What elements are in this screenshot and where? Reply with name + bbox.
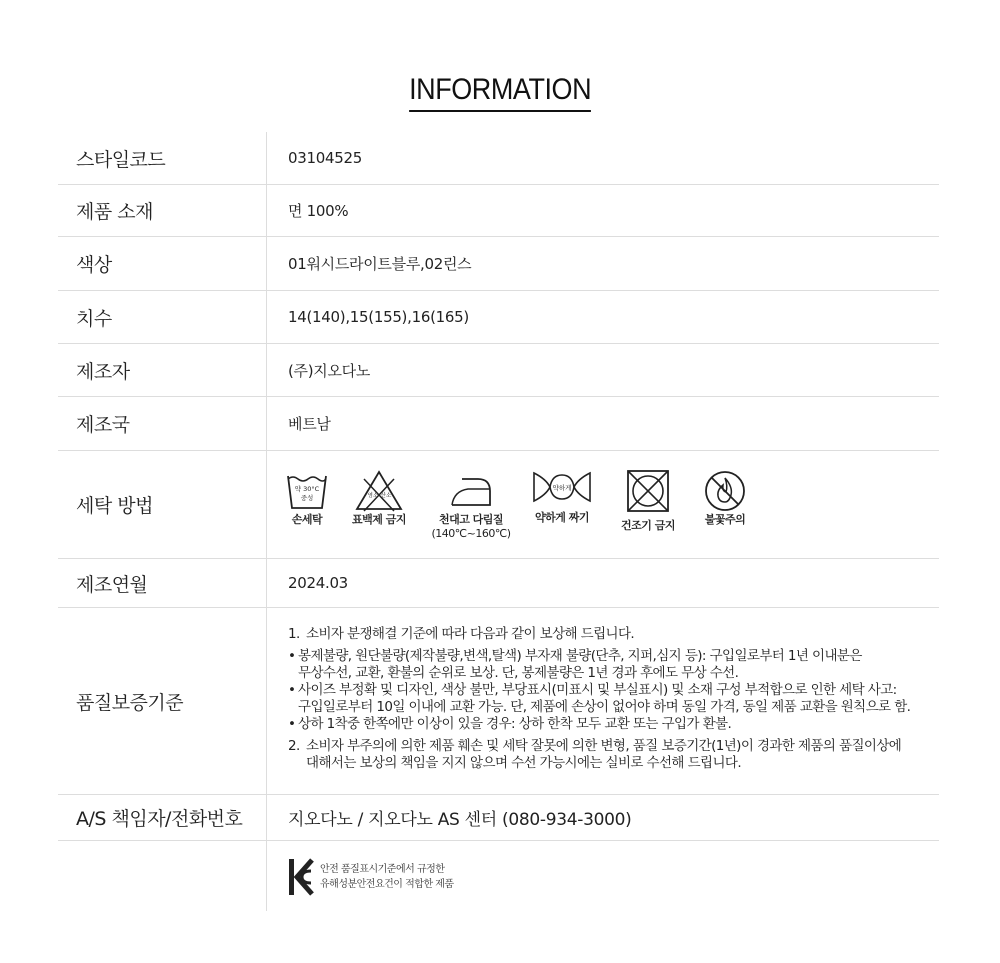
no-flame-icon: [703, 469, 747, 513]
washing-item: [281, 469, 333, 527]
washing-caption-sub: (140℃~160℃): [431, 527, 511, 540]
row-value: 01워시드라이트블루,02린스: [288, 255, 472, 273]
svg-text:염소: 염소: [367, 493, 379, 499]
item-number: 2.: [288, 738, 300, 754]
kc-line: 유해성분안전요건이 적합한 제품: [320, 879, 454, 890]
row-washing: [58, 451, 939, 559]
row-quality: [58, 608, 939, 795]
row-value: 2024.03: [288, 574, 348, 592]
row-as: [58, 795, 939, 841]
quality-standard: [288, 626, 929, 772]
quality-item-1: [288, 626, 929, 643]
washing-caption: 천대고 다림질: [438, 513, 504, 526]
item-number: 1.: [288, 626, 300, 642]
quality-bullet: [288, 648, 929, 682]
row-kc: [58, 841, 939, 911]
quality-text: 상하 1착중 한쪽에만 이상이 있을 경우: 상하 한착 모두 교환 또는 구입가 환불.: [298, 716, 732, 732]
row-value: 03104525: [288, 149, 362, 167]
row-value: (주)지오다노: [288, 361, 371, 380]
row-maker: [58, 344, 939, 397]
row-label: 제조국: [76, 414, 130, 436]
row-label: 제조연월: [76, 573, 148, 596]
washing-caption: 표백제 금지: [352, 513, 406, 526]
svg-text:산소: 산소: [380, 493, 392, 499]
row-label: 세탁 방법: [76, 495, 153, 517]
kc-line: 안전 품질표시기준에서 규정한: [320, 864, 445, 875]
row-color: [58, 237, 939, 291]
page-title: INFORMATION: [409, 72, 591, 112]
bullet: •: [288, 648, 296, 664]
quality-text: 구입일로부터 10일 이내에 교환 가능. 단, 제품에 손상이 없어야 하며 동일 가격, 동일 제품 교환을 원칙으로 함.: [298, 699, 911, 715]
row-material: [58, 185, 939, 237]
hand-wash-icon: [285, 469, 329, 513]
kc-certification-icon: [288, 857, 314, 897]
washing-caption: 손세탁: [291, 513, 323, 526]
washing-caption: 불꽃주의: [704, 513, 746, 526]
washing-item: [617, 469, 679, 533]
row-country: [58, 397, 939, 451]
quality-text: 무상수선, 교환, 환불의 순위로 보상. 단, 봉제불량은 1년 경과 후에도 무상 수선.: [298, 665, 739, 681]
bullet: •: [288, 716, 296, 732]
row-label: 치수: [76, 307, 112, 330]
row-label: A/S 책임자/전화번호: [76, 808, 243, 830]
svg-text:약 30°C: 약 30°C: [294, 485, 320, 493]
quality-bullet: [288, 716, 929, 733]
info-table: [58, 132, 939, 911]
quality-bullet: [288, 682, 929, 716]
washing-icons: [281, 469, 781, 559]
row-value: 지오다노 / 지오다노 AS 센터 (080-934-3000): [288, 810, 632, 830]
svg-text:약하게: 약하게: [552, 484, 572, 492]
row-value: 면 100%: [288, 202, 349, 220]
quality-text: 소비자 부주의에 의한 제품 훼손 및 세탁 잘못에 의한 변형, 품질 보증기간(1년)이 경과한 제품의 품질이상에: [306, 738, 902, 754]
no-bleach-icon: [354, 469, 404, 513]
kc-mark: [288, 857, 454, 897]
washing-item: [529, 469, 595, 525]
quality-item-2: [288, 738, 929, 772]
quality-text: 소비자 분쟁해결 기준에 따라 다음과 같이 보상해 드립니다.: [306, 626, 635, 642]
washing-caption: 건조기 금지: [621, 519, 675, 532]
quality-text: 사이즈 부정확 및 디자인, 색상 불만, 부당표시(미표시 및 부실표시) 및 소재 구성 부적합으로 인한 세탁 사고:: [298, 682, 897, 698]
no-tumble-dry-icon: [626, 469, 670, 513]
washing-item: [695, 469, 755, 527]
row-label: 제조자: [76, 360, 130, 383]
row-label: 품질보증기준: [76, 691, 184, 714]
row-label: 색상: [76, 254, 112, 276]
row-label: 스타일코드: [76, 148, 166, 171]
svg-text:중성: 중성: [300, 494, 314, 502]
row-value: 14(140),15(155),16(165): [288, 308, 469, 326]
washing-item: [431, 469, 511, 541]
row-value: 베트남: [288, 415, 331, 433]
washing-caption: 약하게 짜기: [535, 511, 589, 524]
washing-item: [349, 469, 409, 527]
bullet: •: [288, 682, 296, 698]
title-wrap: [0, 72, 1000, 112]
iron-icon: [448, 469, 494, 513]
quality-text: 봉제불량, 원단불량(제작불량,변색,탈색) 부자재 불량(단추, 지퍼,심지 등): 구입일로부터 1년 이내분은: [298, 648, 862, 664]
quality-text: 대해서는 보상의 책임을 지지 않으며 수선 가능시에는 실비로 수선해 드립니다.: [306, 755, 742, 771]
row-date: [58, 559, 939, 608]
row-style-code: [58, 132, 939, 185]
kc-text: [320, 862, 454, 892]
row-label: 제품 소재: [76, 201, 153, 223]
gentle-wring-icon: [532, 469, 592, 505]
row-size: [58, 291, 939, 344]
